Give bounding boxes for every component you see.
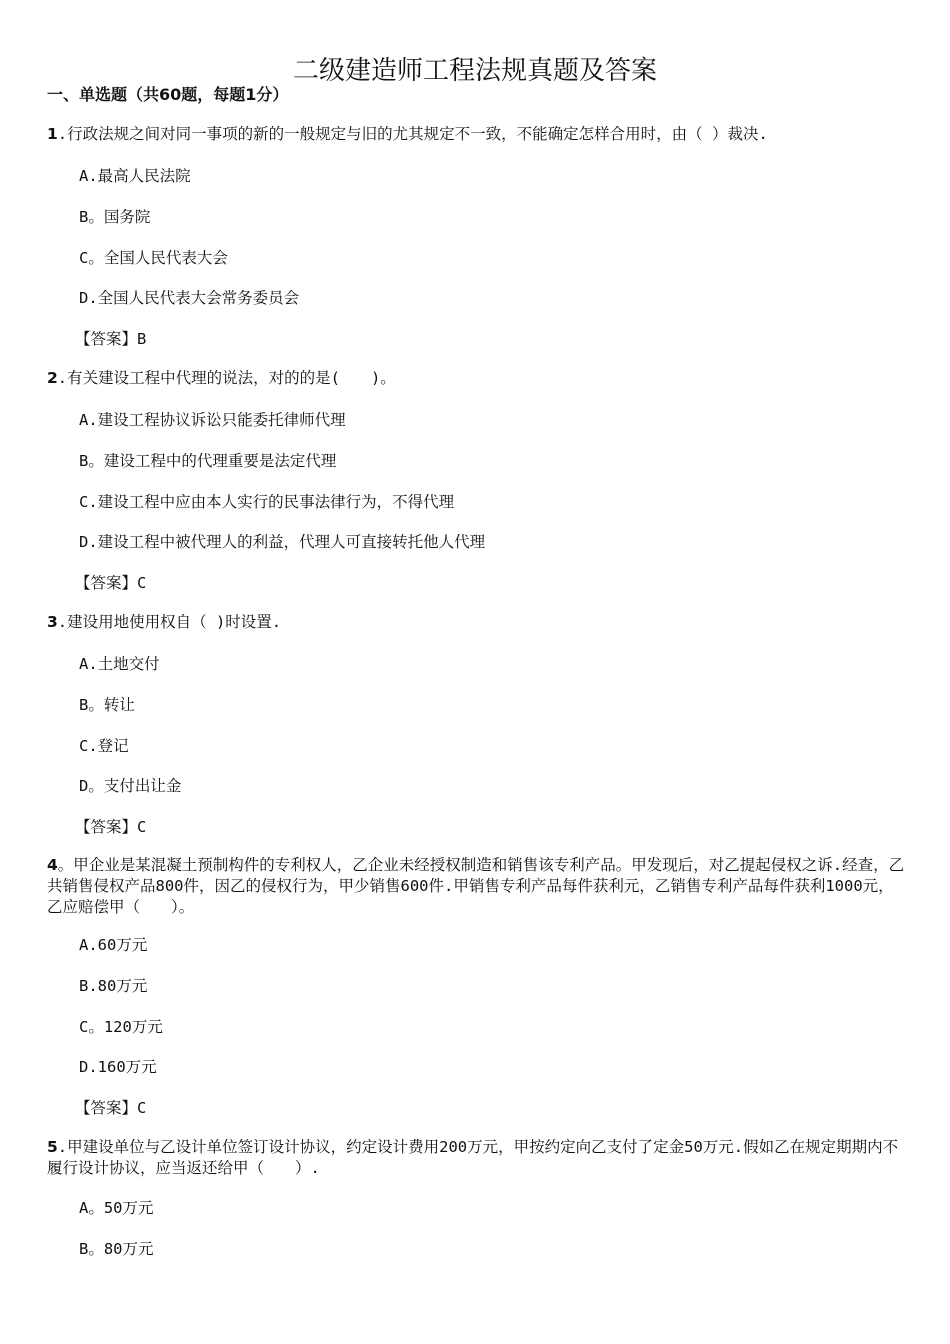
question-number: 5	[47, 1138, 58, 1156]
question-text: .行政法规之间对同一事项的新的一般规定与旧的尤其规定不一致，不能确定怎样合用时，由（ ）裁决.	[57, 125, 768, 143]
question-text: .有关建设工程中代理的说法，对的的是( )。	[57, 369, 396, 387]
section-heading: 一、单选题（共60题，每题1分）	[47, 85, 289, 104]
option-b: B。转让	[79, 696, 135, 714]
option-b: B。建设工程中的代理重要是法定代理	[79, 452, 337, 470]
option-b: B。80万元	[79, 1240, 154, 1258]
question-text: .甲建设单位与乙设计单位签订设计协议，约定设计费用200万元，甲按约定向乙支付了定金50万元.假如乙在规定期期内不履行设计协议，应当返还给甲（ ）.	[47, 1138, 899, 1177]
option-c: C。120万元	[79, 1018, 163, 1036]
option-c: C.建设工程中应由本人实行的民事法律行为，不得代理	[79, 493, 455, 511]
option-b: B.80万元	[79, 977, 148, 995]
option-a: A.最高人民法院	[79, 167, 191, 185]
question-text: .建设用地使用权自（ )时设置.	[57, 613, 282, 631]
answer: 【答案】C	[75, 1099, 147, 1117]
option-a: A.60万元	[79, 936, 148, 954]
page-title: 二级建造师工程法规真题及答案	[292, 56, 657, 86]
option-d: D。支付出让金	[79, 777, 182, 795]
option-d: D.建设工程中被代理人的利益，代理人可直接转托他人代理	[79, 533, 486, 551]
answer: 【答案】C	[75, 574, 147, 592]
option-d: D.160万元	[79, 1058, 157, 1076]
option-a: A.土地交付	[79, 655, 160, 673]
question-5	[47, 1137, 907, 1179]
option-a: A。50万元	[79, 1199, 154, 1217]
question-number: 2	[47, 369, 58, 387]
question-number: 1	[47, 125, 58, 143]
answer: 【答案】B	[75, 330, 147, 348]
option-c: C.登记	[79, 737, 129, 755]
question-2	[47, 368, 907, 389]
question-number: 4	[47, 856, 58, 874]
question-1	[47, 124, 907, 145]
option-d: D.全国人民代表大会常务委员会	[79, 289, 300, 307]
option-a: A.建设工程协议诉讼只能委托律师代理	[79, 411, 346, 429]
question-3	[47, 612, 907, 633]
option-c: C。全国人民代表大会	[79, 249, 228, 267]
option-b: B。国务院	[79, 208, 151, 226]
answer: 【答案】C	[75, 818, 147, 836]
question-number: 3	[47, 613, 58, 631]
question-4	[47, 855, 907, 918]
question-text: 。甲企业是某混凝土预制构件的专利权人，乙企业未经授权制造和销售该专利产品。甲发现后，对乙提起侵权之诉.经查，乙共销售侵权产品800件，因乙的侵权行为，甲少销售600件.甲销售专利产品每件获利元，乙销售专利产品每件获利1000元，乙应赔偿甲（ ）。	[47, 856, 905, 916]
